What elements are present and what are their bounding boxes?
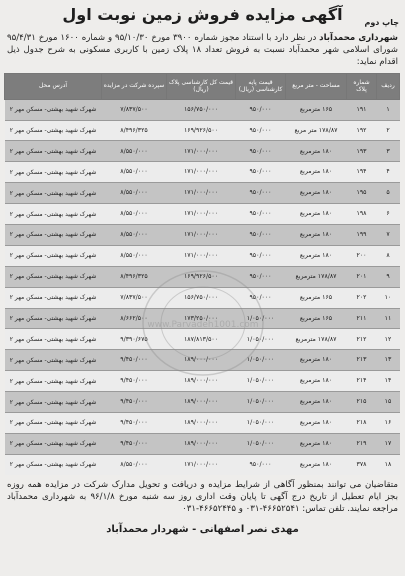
table-header-row [5, 73, 400, 99]
cell-unit-price: ۹۵۰/۰۰۰ [236, 266, 286, 287]
cell-deposit: ۹/۴۵۰/۰۰۰ [102, 412, 167, 433]
cell-total-price: ۱۸۷/۸۱۳/۵۰۰ [167, 329, 236, 350]
cell-unit-price: ۱/۰۵۰/۰۰۰ [236, 433, 286, 454]
cell-unit-price: ۹۵۰/۰۰۰ [236, 245, 286, 266]
cell-row: ۳ [377, 141, 400, 162]
cell-total-price: ۱۸۹/۰۰۰/۰۰۰ [167, 412, 236, 433]
table-row [5, 245, 400, 266]
cell-unit-price: ۹۵۰/۰۰۰ [236, 141, 286, 162]
cell-area: ۱۸۰ مترمربع [286, 350, 347, 371]
cell-area: ۱۸۰ مترمربع [286, 224, 347, 245]
cell-deposit: ۸/۵۵۰/۰۰۰ [102, 183, 167, 204]
cell-deposit: ۸/۴۹۶/۳۲۵ [102, 120, 167, 141]
cell-plot: ۲۱۴ [347, 371, 377, 392]
cell-area: ۱۸۰ مترمربع [286, 183, 347, 204]
cell-address: شهرک شهید بهشتی- مسکن مهر ۲ [5, 287, 102, 308]
cell-area: ۱۶۵ مترمربع [286, 308, 347, 329]
cell-row: ۴ [377, 162, 400, 183]
cell-address: شهرک شهید بهشتی- مسکن مهر ۲ [5, 204, 102, 225]
cell-row: ۱۲ [377, 329, 400, 350]
cell-row: ۸ [377, 245, 400, 266]
cell-plot: ۱۹۸ [347, 204, 377, 225]
cell-deposit: ۸/۵۵۰/۰۰۰ [102, 224, 167, 245]
cell-area: ۱۸۰ مترمربع [286, 371, 347, 392]
header-unit-price: قیمت پایه کارشناسی (ریال) [236, 73, 286, 99]
cell-area: ۱۷۸/۸۷ مترمربع [286, 329, 347, 350]
cell-row: ۶ [377, 204, 400, 225]
table-row [5, 412, 400, 433]
cell-unit-price: ۹۵۰/۰۰۰ [236, 204, 286, 225]
cell-address: شهرک شهید بهشتی- مسکن مهر ۲ [5, 412, 102, 433]
cell-total-price: ۱۷۱/۰۰۰/۰۰۰ [167, 224, 236, 245]
cell-unit-price: ۹۵۰/۰۰۰ [236, 183, 286, 204]
cell-area: ۱۸۰ مترمربع [286, 433, 347, 454]
table-row [5, 204, 400, 225]
cell-address: شهرک شهید بهشتی- مسکن مهر ۲ [5, 433, 102, 454]
cell-deposit: ۸/۵۵۰/۰۰۰ [102, 204, 167, 225]
table-row [5, 162, 400, 183]
cell-deposit: ۹/۴۵۰/۰۰۰ [102, 433, 167, 454]
cell-total-price: ۱۸۹/۰۰۰/۰۰۰ [167, 371, 236, 392]
table-body [5, 99, 400, 475]
print-note: چاپ دوم [364, 18, 399, 27]
cell-unit-price: ۹۵۰/۰۰۰ [236, 99, 286, 120]
cell-deposit: ۷/۸۳۷/۵۰۰ [102, 287, 167, 308]
cell-total-price: ۱۶۹/۹۲۶/۵۰۰ [167, 120, 236, 141]
cell-area: ۱۸۰ مترمربع [286, 412, 347, 433]
cell-row: ۷ [377, 224, 400, 245]
cell-deposit: ۷/۸۳۷/۵۰۰ [102, 99, 167, 120]
cell-unit-price: ۹۵۰/۰۰۰ [236, 454, 286, 474]
cell-plot: ۱۹۴ [347, 162, 377, 183]
cell-row: ۱۵ [377, 392, 400, 413]
header-total-price: قیمت کل کارشناسی پلاک (ریال) [167, 73, 236, 99]
cell-total-price: ۱۷۱/۰۰۰/۰۰۰ [167, 183, 236, 204]
cell-plot: ۱۹۳ [347, 141, 377, 162]
cell-address: شهرک شهید بهشتی- مسکن مهر ۲ [5, 245, 102, 266]
intro-organization: شهرداری محمدآباد [319, 33, 398, 43]
cell-unit-price: ۹۵۰/۰۰۰ [236, 120, 286, 141]
cell-row: ۱ [377, 99, 400, 120]
cell-deposit: ۸/۵۵۰/۰۰۰ [102, 245, 167, 266]
notice-title: آگهی مزایده فروش زمین نوبت اول [62, 5, 343, 24]
cell-deposit: ۸/۴۹۶/۳۲۵ [102, 266, 167, 287]
cell-row: ۱۴ [377, 371, 400, 392]
cell-unit-price: ۱/۰۵۰/۰۰۰ [236, 412, 286, 433]
cell-address: شهرک شهید بهشتی- مسکن مهر ۲ [5, 392, 102, 413]
cell-area: ۱۸۰ مترمربع [286, 245, 347, 266]
cell-plot: ۱۹۹ [347, 224, 377, 245]
header-deposit: سپرده شرکت در مزایده [102, 73, 167, 99]
table-row [5, 224, 400, 245]
cell-deposit: ۹/۴۵۰/۰۰۰ [102, 350, 167, 371]
cell-plot: ۱۹۵ [347, 183, 377, 204]
cell-address: شهرک شهید بهشتی- مسکن مهر ۲ [5, 99, 102, 120]
table-row [5, 266, 400, 287]
cell-deposit: ۸/۶۶۲/۵۰۰ [102, 308, 167, 329]
cell-area: ۱۸۰ مترمربع [286, 204, 347, 225]
cell-total-price: ۱۶۹/۹۲۶/۵۰۰ [167, 266, 236, 287]
table-row [5, 308, 400, 329]
cell-address: شهرک شهید بهشتی- مسکن مهر ۲ [5, 120, 102, 141]
cell-address: شهرک شهید بهشتی- مسکن مهر ۲ [5, 308, 102, 329]
cell-plot: ۱۹۲ [347, 120, 377, 141]
cell-row: ۱۸ [377, 454, 400, 474]
cell-unit-price: ۹۵۰/۰۰۰ [236, 224, 286, 245]
cell-area: ۱۸۰ مترمربع [286, 392, 347, 413]
intro-text: در نظر دارد با استناد مجوز شماره ۳۹۰۰ مورخ ۹۵/۱۰/۳۰ و شماره ۱۶۰۰ مورخ ۹۵/۴/۳۱ شورای اسلامی شهر محمدآباد نسبت به فروش تعداد ۱۸ پلاک زمین با کاربری مسکونی به شرح جدول ذیل اقدام نماید: [7, 33, 398, 68]
cell-address: شهرک شهید بهشتی- مسکن مهر ۲ [5, 329, 102, 350]
cell-deposit: ۸/۵۵۰/۰۰۰ [102, 454, 167, 474]
cell-address: شهرک شهید بهشتی- مسکن مهر ۲ [5, 371, 102, 392]
table-row [5, 99, 400, 120]
cell-total-price: ۱۸۹/۰۰۰/۰۰۰ [167, 433, 236, 454]
cell-total-price: ۱۵۶/۷۵۰/۰۰۰ [167, 99, 236, 120]
cell-row: ۵ [377, 183, 400, 204]
table-row [5, 329, 400, 350]
cell-total-price: ۱۷۱/۰۰۰/۰۰۰ [167, 204, 236, 225]
header-area: مساحت - متر مربع [286, 73, 347, 99]
cell-total-price: ۱۷۱/۰۰۰/۰۰۰ [167, 245, 236, 266]
table-row [5, 141, 400, 162]
notice-outro: متقاضیان می توانند بمنظور آگاهی از شرایط مزایده و دریافت و تحویل مدارک شرکت در مزایده همه روزه بجز ایام تعطیل از تاریخ درج آگهی تا پایان وقت اداری روز سه شنبه مورخ ۹۶/۱/۸ به شهرداری محمدآباد مراجعه نمایند. تلفن تماس: ۴۶۶۵۲۵۴۱-۰۳۱ و ۴۶۶۵۲۴۴۵-۰۳۱ [7, 479, 398, 515]
cell-plot: ۲۰۲ [347, 287, 377, 308]
cell-unit-price: ۱/۰۵۰/۰۰۰ [236, 371, 286, 392]
cell-total-price: ۱۷۱/۰۰۰/۰۰۰ [167, 162, 236, 183]
table-row [5, 433, 400, 454]
cell-row: ۱۶ [377, 412, 400, 433]
cell-total-price: ۱۸۹/۰۰۰/۰۰۰ [167, 392, 236, 413]
mayor-signature: مهدی نصر اصفهانی - شهردار محمدآباد [106, 524, 299, 536]
cell-address: شهرک شهید بهشتی- مسکن مهر ۲ [5, 183, 102, 204]
cell-plot: ۳۷۸ [347, 454, 377, 474]
watermark-text: www.Parvadeh1001.com [147, 320, 259, 330]
cell-area: ۱۶۵ مترمربع [286, 287, 347, 308]
table-row [5, 183, 400, 204]
cell-plot: ۱۹۱ [347, 99, 377, 120]
cell-unit-price: ۱/۰۵۰/۰۰۰ [236, 392, 286, 413]
cell-plot: ۲۱۳ [347, 350, 377, 371]
cell-address: شهرک شهید بهشتی- مسکن مهر ۲ [5, 224, 102, 245]
cell-plot: ۲۱۱ [347, 308, 377, 329]
cell-deposit: ۸/۵۵۰/۰۰۰ [102, 162, 167, 183]
cell-area: ۱۸۰ مترمربع [286, 454, 347, 474]
table-row [5, 392, 400, 413]
cell-deposit: ۹/۳۹۰/۶۷۵ [102, 329, 167, 350]
cell-deposit: ۹/۴۵۰/۰۰۰ [102, 392, 167, 413]
cell-address: شهرک شهید بهشتی- مسکن مهر ۲ [5, 454, 102, 474]
cell-row: ۱۰ [377, 287, 400, 308]
cell-plot: ۲۱۲ [347, 329, 377, 350]
plots-table [4, 73, 400, 475]
cell-row: ۱۷ [377, 433, 400, 454]
cell-address: شهرک شهید بهشتی- مسکن مهر ۲ [5, 141, 102, 162]
cell-unit-price: ۱/۰۵۰/۰۰۰ [236, 350, 286, 371]
cell-row: ۲ [377, 120, 400, 141]
cell-unit-price: ۹۵۰/۰۰۰ [236, 162, 286, 183]
table-row [5, 120, 400, 141]
cell-deposit: ۸/۵۵۰/۰۰۰ [102, 141, 167, 162]
table-row [5, 350, 400, 371]
cell-row: ۹ [377, 266, 400, 287]
cell-unit-price: ۱/۰۵۰/۰۰۰ [236, 308, 286, 329]
cell-area: ۱۷۸/۸۷ متر مربع [286, 120, 347, 141]
header-plot-number: شماره پلاک [347, 73, 377, 99]
cell-address: شهرک شهید بهشتی- مسکن مهر ۲ [5, 350, 102, 371]
cell-plot: ۲۱۸ [347, 412, 377, 433]
cell-area: ۱۶۵ مترمربع [286, 99, 347, 120]
cell-total-price: ۱۷۳/۲۵۰/۰۰۰ [167, 308, 236, 329]
cell-plot: ۲۰۱ [347, 266, 377, 287]
cell-total-price: ۱۷۱/۰۰۰/۰۰۰ [167, 141, 236, 162]
cell-total-price: ۱۷۱/۰۰۰/۰۰۰ [167, 454, 236, 474]
cell-total-price: ۱۸۹/۰۰۰/۰۰۰ [167, 350, 236, 371]
table-row [5, 287, 400, 308]
table-row [5, 454, 400, 474]
header-address: آدرس محل [5, 73, 102, 99]
cell-deposit: ۹/۴۵۰/۰۰۰ [102, 371, 167, 392]
cell-area: ۱۸۰ مترمربع [286, 141, 347, 162]
cell-address: شهرک شهید بهشتی- مسکن مهر ۲ [5, 162, 102, 183]
cell-row: ۱۱ [377, 308, 400, 329]
cell-area: ۱۷۸/۸۷ مترمربع [286, 266, 347, 287]
cell-plot: ۲۱۹ [347, 433, 377, 454]
table-row [5, 371, 400, 392]
cell-plot: ۲۱۵ [347, 392, 377, 413]
notice-intro [5, 32, 400, 69]
cell-row: ۱۳ [377, 350, 400, 371]
cell-unit-price: ۹۵۰/۰۰۰ [236, 287, 286, 308]
cell-plot: ۲۰۰ [347, 245, 377, 266]
cell-area: ۱۸۰ مترمربع [286, 162, 347, 183]
cell-total-price: ۱۵۶/۷۵۰/۰۰۰ [167, 287, 236, 308]
cell-address: شهرک شهید بهشتی- مسکن مهر ۲ [5, 266, 102, 287]
cell-unit-price: ۱/۰۵۰/۰۰۰ [236, 329, 286, 350]
header-row-number: ردیف [377, 73, 400, 99]
